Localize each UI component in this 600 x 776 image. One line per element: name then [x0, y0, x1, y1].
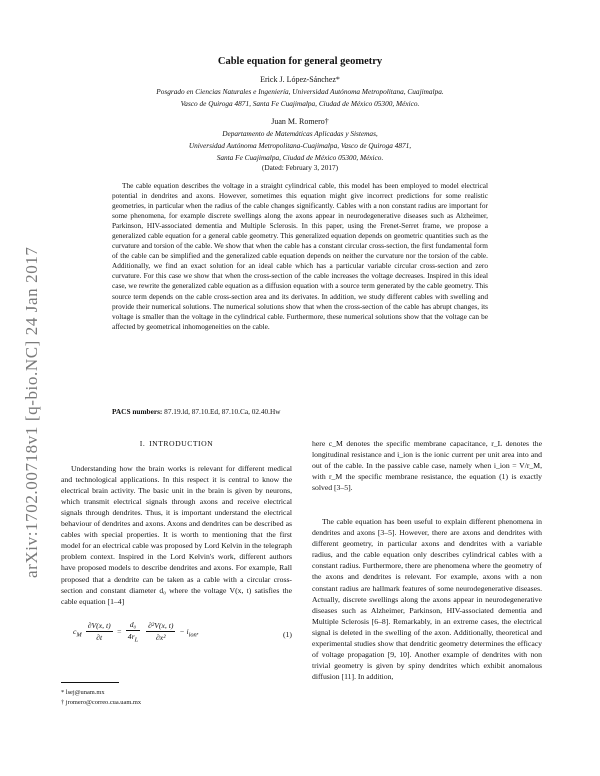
- eq-cm-sub: M: [76, 631, 82, 639]
- eq-equals: =: [116, 626, 124, 636]
- eq-cm: c: [73, 626, 77, 636]
- section-heading: [61, 438, 292, 449]
- pacs-label: PACS numbers:: [112, 407, 163, 416]
- arxiv-stamp-text: arXiv:1702.00718v1 [q-bio.NC] 24 Jan 2017: [22, 246, 41, 578]
- paper-title: Cable equation for general geometry: [217, 56, 383, 67]
- author-2-affiliation-line-2: Universidad Autónoma Metropolitana-Cuajimalpa, Vasco de Quiroga 4871,: [188, 141, 412, 150]
- eq-tail-sub: ion: [188, 631, 197, 639]
- cable-equation: [61, 615, 292, 653]
- eq-rhs1-den: 4r: [127, 631, 135, 641]
- left-column: [61, 438, 292, 663]
- equation-number: (1): [283, 629, 292, 639]
- footnote-rule: [61, 682, 119, 683]
- right-column: [312, 438, 542, 682]
- right-paragraph-1: here c_M denotes the specific membrane capacitance, r_L denotes the longitudinal resistance and i_ion is the ionic current per unit area into and out of the cable. In the passive cable case, namely when i_ion = V/r_M, with r_M the specific membrane resistance, the equation (1) is exactly solved [3–5].: [312, 439, 542, 493]
- section-number: I.: [139, 439, 146, 448]
- author-1-affiliation-line-2: Vasco de Quiroga 4871, Santa Fe Cuajimalpa, Ciudad de México 05300, México.: [180, 99, 420, 108]
- abstract: The cable equation describes the voltage in a straight cylindrical cable, this model has been employed to model electrical potential in dendrites and axons. However, sometimes this equation might give incorrect predictions for some realistic geometries, in particular when the radius of the cable changes significantly. Cables with a non constant radius are important for some phenomena, for example discrete swellings along the axons appear in neurodegenerative diseases such as Alzheimer, Parkinson, HIV-associated dementia and Multiple Sclerosis. In this paper, using the Frenet-Serret frame, we propose a generalized cable equation for a general cable geometry. This generalized equation depends on geometric quantities such as the curvature and torsion of the cable. We show that when the cable has a constant circular cross-section, the first fundamental form of the cable can be simplified and the generalized cable equation depends on neither the curvature nor the torsion of the cable. Additionally, we find an exact solution for an ideal cable which has a particular variable circular cross-section and zero curvature. For this case we show that when the cross-section of the cable increases the voltage decreases. Inspired in this ideal case, we rewrite the generalized cable equation as a diffusion equation with a source term generated by the cable geometry. This source term depends on the cable cross-section area and its derivates. In addition, we study different cables with swelling and provide their numerical solutions. The numerical solutions show that when the cross-section of the cable has abrupt changes, its voltage is smaller than the voltage in the cylindrical cable. Furthermore, these numerical solutions show that the voltage can be affected by geometrical inhomogeneities on the cable.: [112, 181, 488, 331]
- eq-rhs2-den: ∂x²: [155, 633, 166, 643]
- author-2-affiliation-line-3: Santa Fe Cuajimalpa, Ciudad de México 05300, México.: [216, 153, 384, 162]
- eq-rhs1-den-sub: L: [134, 636, 139, 644]
- eq-lhs-num: ∂V(x, t): [86, 620, 113, 632]
- author-1-name: Erick J. López-Sánchez*: [260, 75, 340, 84]
- eq-rhs1-num: d₀: [126, 619, 140, 631]
- arxiv-stamp: [8, 178, 41, 578]
- right-paragraph-2: The cable equation has been useful to explain different phenomena in dendrites and axons [3–5]. However, there are axons and dendrites with different geometry, in particular axons and dendrites with a variable radius, and the cable equation only describes cylindrical cables with a constant radius. Furthermore, there are phenomena where the geometry of the axons and dendrites is relevant. For example, axons with a non constant radius are hallmark features of some neurodegenerative diseases. Actually, discrete swellings along the axons appear in neurodegenerative diseases such as Alzheimer, Parkinson, HIV-associated dementia and Multiple Sclerosis [6–8]. Remarkably, in an extreme cases, the electrical signal is deleted in the swelling of the axon. Additionally, theoretical and experimental studies show that dendritic geometry determines the efficacy of voltage propagation [9, 10]. Another example of dendrites with non trivial geometry is given by spiny dendrites which exhibit anomalous diffusion [11]. In addition,: [312, 517, 542, 681]
- footnote-1: * lsej@unam.mx: [61, 689, 105, 696]
- author-2-affiliation-line-1: Departamento de Matemáticas Aplicadas y Sistemas,: [222, 129, 378, 138]
- author-1-affiliation-line-1: Posgrado en Ciencias Naturales e Ingeniería, Universidad Autónoma Metropolitana, Cuajimalpa.: [156, 87, 444, 96]
- section-title: INTRODUCTION: [149, 439, 214, 448]
- pacs-values: 87.19.ld, 87.10.Ed, 87.10.Ca, 02.40.Hw: [162, 407, 281, 416]
- author-2-name: Juan M. Romero†: [271, 117, 329, 126]
- eq-comma: ,: [196, 626, 199, 636]
- intro-paragraph-1: Understanding how the brain works is relevant for different medical and technological applications. In this respect it is central to know the electrical brain activity. The basic unit in the brain is given by neurons, which transmit electrical signals through axons and receive electrical signals through dendrites. Thus, it is important understand the electrical behaviour of dendrites and axons. Axons and dendrites can be described as cables with special properties. It is worth to mentioning that the first model for an electrical cable was proposed by Lord Kelvin in the telegraph problem context. Inspired in the Lord Kelvin's work, different authors have proposed models to describe dendrites and axons. For example, Rall proposed that a dendrite can be taken as a cable with a circular cross-section and constant diameter d₀ where the voltage V(x, t) satisfies the cable equation [1–4]: [61, 464, 292, 606]
- dated-line: (Dated: February 3, 2017): [261, 163, 339, 172]
- footnote-2: † jromero@correo.cua.uam.mx: [61, 699, 142, 706]
- eq-tail: − i: [179, 626, 189, 636]
- eq-lhs-den: ∂t: [96, 633, 103, 643]
- eq-rhs2-num: ∂²V(x, t): [146, 620, 175, 632]
- pacs-line: [112, 407, 281, 416]
- footnotes: [61, 688, 141, 708]
